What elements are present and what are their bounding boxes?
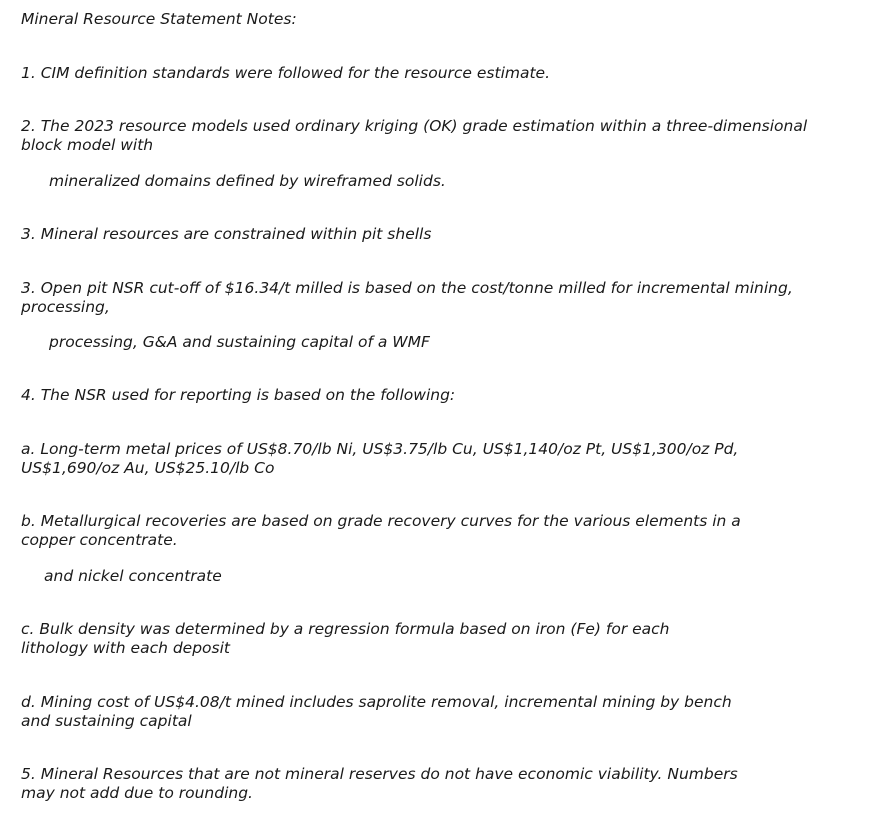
note-line: US$1,690/oz Au, US$25.10/lb Co: [21, 459, 275, 477]
note-line: copper concentrate.: [21, 531, 178, 549]
note-line: may not add due to rounding.: [21, 784, 253, 802]
note-line: d. Mining cost of US$4.08/t mined includes saprolite removal, incremental mining by bench: [21, 693, 732, 711]
note-line: 3. Mineral resources are constrained within pit shells: [21, 225, 432, 243]
note-4d: [21, 693, 732, 731]
note-line: 2. The 2023 resource models used ordinary kriging (OK) grade estimation within a three-dimensional: [21, 117, 808, 135]
note-4b-continuation: and nickel concentrate: [44, 567, 222, 585]
note-line: processing,: [21, 298, 110, 316]
note-3b: [21, 279, 793, 317]
note-line: b. Metallurgical recoveries are based on grade recovery curves for the various elements in a: [21, 512, 741, 530]
note-4a: [21, 440, 738, 478]
note-4c: [21, 620, 670, 658]
note-5: [21, 765, 738, 803]
note-3b-continuation: processing, G&A and sustaining capital of a WMF: [49, 333, 430, 351]
note-line: a. Long-term metal prices of US$8.70/lb Ni, US$3.75/lb Cu, US$1,140/oz Pt, US$1,300/oz Pd,: [21, 440, 739, 458]
note-line: lithology with each deposit: [21, 639, 231, 657]
note-line: block model with: [21, 136, 154, 154]
note-line: c. Bulk density was determined by a regression formula based on iron (Fe) for each: [21, 620, 670, 638]
note-line: and sustaining capital: [21, 712, 192, 730]
note-2-continuation: mineralized domains defined by wireframed solids.: [49, 172, 446, 190]
document-heading: Mineral Resource Statement Notes:: [21, 10, 297, 28]
note-4: [21, 386, 455, 405]
note-2: [21, 117, 807, 155]
note-line: 5. Mineral Resources that are not mineral reserves do not have economic viability. Numbers: [21, 765, 738, 783]
note-1: [21, 64, 550, 83]
note-4b: [21, 512, 741, 550]
note-line: 3. Open pit NSR cut-off of $16.34/t milled is based on the cost/tonne milled for incremental mining,: [21, 279, 793, 297]
note-3a: [21, 225, 431, 244]
note-line: 4. The NSR used for reporting is based on the following:: [21, 386, 456, 404]
note-line: 1. CIM definition standards were followed for the resource estimate.: [21, 64, 551, 82]
